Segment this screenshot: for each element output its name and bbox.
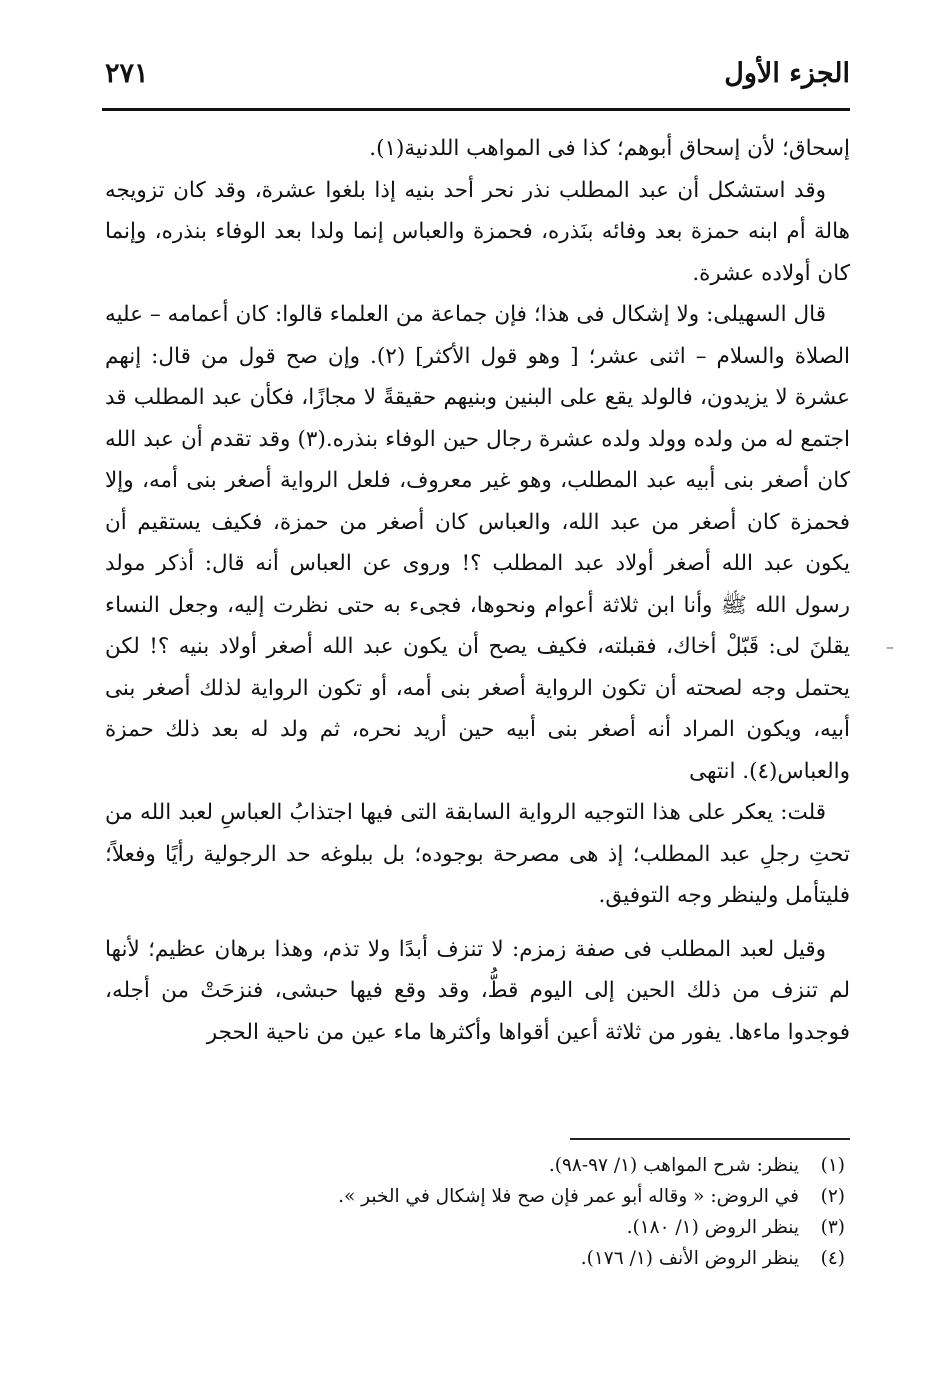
- footnotes: [105, 1150, 845, 1274]
- footnote-4: [105, 1243, 845, 1274]
- footnote-number: (٣): [820, 1217, 845, 1238]
- footnote-2: [105, 1181, 845, 1212]
- margin-mark: –: [886, 637, 894, 656]
- main-text: [105, 128, 850, 1053]
- paragraph-2: وقد استشكل أن عبد المطلب نذر نحر أحد بنيه إذا بلغوا عشرة، وقد كان تزويجه هالة أم ابنه حمزة بعد وفائه بنَذره، فحمزة والعباس إنما ولدا بعد الوفاء بنذره، وإنما كان أولاده عشرة.: [105, 177, 850, 286]
- page-header: [105, 52, 850, 100]
- footnote-text: في الروض: « وقاله أبو عمر فإن صح فلا إشكال في الخبر ».: [338, 1186, 799, 1207]
- header-rule: [102, 108, 850, 111]
- footnote-text: ينظر الروض (١/ ١٨٠).: [626, 1217, 799, 1238]
- running-title: الجزء الأول: [724, 58, 850, 89]
- paragraph-4: قلت: يعكر على هذا التوجيه الرواية السابقة التى فيها اجتذابُ العباسِ لعبد الله من تحتِ رجلِ عبد المطلب؛ إذ هى مصرحة بوجوده؛ بل ببلوغه حد الرجولية رأيًا وفعلاً؛ فليتأمل ولينظر وجه التوفيق.: [105, 800, 850, 908]
- footnote-1: [105, 1150, 845, 1181]
- footnote-number: (٤): [820, 1248, 845, 1269]
- footnote-number: (١): [820, 1155, 845, 1176]
- paragraph-1: إسحاق؛ لأن إسحاق أبوهم؛ كذا فى المواهب اللدنية(١).: [369, 136, 850, 161]
- footnote-text: ينظر الروض الأنف (١/ ١٧٦).: [580, 1248, 799, 1269]
- footnote-number: (٢): [820, 1186, 845, 1207]
- footnote-text: ينظر: شرح المواهب (١/ ٩٧-٩٨).: [548, 1155, 799, 1176]
- footnote-rule: [570, 1138, 850, 1140]
- page-number: ٢٧١: [105, 58, 149, 89]
- paragraph-5: وقيل لعبد المطلب فى صفة زمزم: لا تنزف أبدًا ولا تذم، وهذا برهان عظيم؛ لأنها لم تنزف من ذلك الحين إلى اليوم قطُّ، وقد وقع فيها حبشى، فنزحَتْ من أجله، فوجدوا ماءها. يفور من ثلاثة أعين أقواها وأكثرها ماء عين من ناحية الحجر: [105, 936, 850, 1045]
- paragraph-3: قال السهيلى: ولا إشكال فى هذا؛ فإن جماعة من العلماء قالوا: كان أعمامه – عليه الصلاة والسلام – اثنى عشر؛ [ وهو قول الأكثر] (٢). وإن صح قول من قال: إنهم عشرة لا يزيدون، فالولد يقع على البنين وبنيهم حقيقةً لا مجازًا، فكأن عبد المطلب قد اجتمع له من ولده وولد ولده عشرة رجال حين الوفاء بنذره.(٣) وقد تقدم أن عبد الله كان أصغر بنى أبيه عبد المطلب، وهو غير معروف، فلعل الرواية أصغر بنى أمه، وإلا فحمزة كان أصغر من عبد الله، والعباس كان أصغر من حمزة، فكيف يستقيم أن يكون عبد الله أصغر أولاد عبد المطلب ؟! وروى عن العباس أنه قال: أذكر مولد رسول الله ﷺ وأنا ابن ثلاثة أعوام ونحوها، فجىء به حتى نظرت إليه، وجعل النساء يقلنَ لى: قَبّلْ أخاك، فقبلته، فكيف يصح أن يكون عبد الله أصغر أولاد بنيه ؟! لكن يحتمل وجه لصحته أن تكون الرواية أصغر بنى أمه، أو تكون الرواية لذلك أصغر بنى أبيه، ويكون المراد أنه أصغر بنى أبيه حين أريد نحره، ثم ولد له بعد ذلك حمزة والعباس(٤). انتهى: [105, 302, 850, 784]
- footnote-3: [105, 1212, 845, 1243]
